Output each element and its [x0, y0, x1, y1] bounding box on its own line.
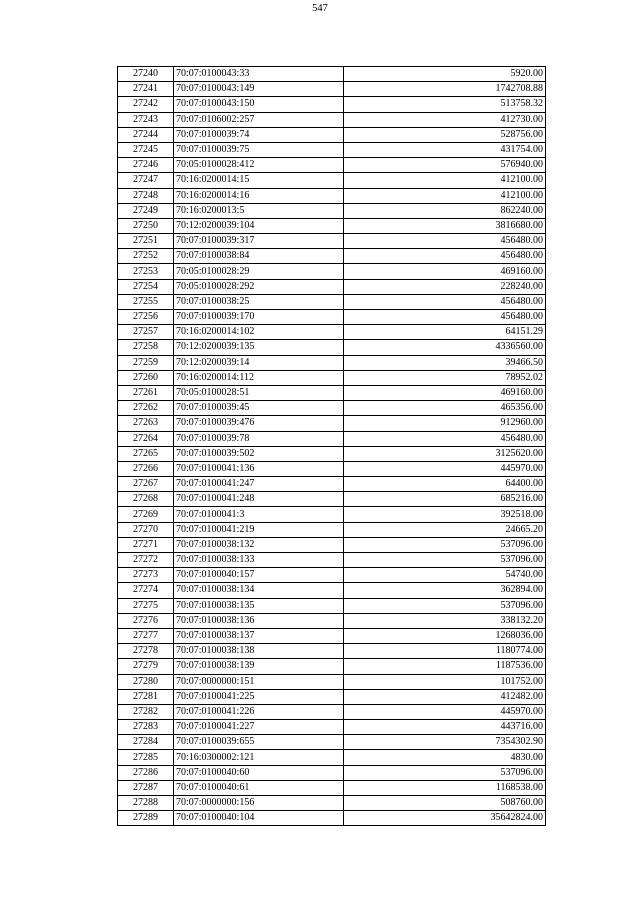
- value-cell: 445970.00: [344, 704, 546, 719]
- table-row: [118, 568, 546, 583]
- value-cell: 78952.02: [344, 370, 546, 385]
- value-cell: 465356.00: [344, 401, 546, 416]
- table-row: [118, 537, 546, 552]
- value-cell: 443716.00: [344, 720, 546, 735]
- value-cell: 412730.00: [344, 112, 546, 127]
- cadastral-number-cell: 70:16:0200014:16: [174, 188, 344, 203]
- page-number: 547: [312, 3, 328, 14]
- value-cell: 54740.00: [344, 568, 546, 583]
- table-row: [118, 249, 546, 264]
- cadastral-number-cell: 70:07:0100039:655: [174, 735, 344, 750]
- row-number-cell: 27282: [118, 704, 174, 719]
- row-number-cell: 27261: [118, 385, 174, 400]
- table-row: [118, 370, 546, 385]
- cadastral-number-cell: 70:07:0100041:3: [174, 507, 344, 522]
- cadastral-value-table: [117, 66, 546, 826]
- row-number-cell: 27240: [118, 67, 174, 82]
- value-cell: 528756.00: [344, 127, 546, 142]
- table-body: [118, 67, 546, 826]
- table-row: [118, 67, 546, 82]
- row-number-cell: 27287: [118, 780, 174, 795]
- table-row: [118, 674, 546, 689]
- row-number-cell: 27246: [118, 158, 174, 173]
- cadastral-number-cell: 70:07:0100040:61: [174, 780, 344, 795]
- cadastral-number-cell: 70:07:0100039:476: [174, 416, 344, 431]
- value-cell: 456480.00: [344, 431, 546, 446]
- row-number-cell: 27245: [118, 142, 174, 157]
- value-cell: 456480.00: [344, 234, 546, 249]
- cadastral-number-cell: 70:07:0100039:78: [174, 431, 344, 446]
- row-number-cell: 27271: [118, 537, 174, 552]
- value-cell: 392518.00: [344, 507, 546, 522]
- table-row: [118, 294, 546, 309]
- value-cell: 7354302.90: [344, 735, 546, 750]
- row-number-cell: 27241: [118, 82, 174, 97]
- table-row: [118, 644, 546, 659]
- table-row: [118, 340, 546, 355]
- value-cell: 101752.00: [344, 674, 546, 689]
- cadastral-number-cell: 70:07:0100041:136: [174, 461, 344, 476]
- cadastral-number-cell: 70:07:0000000:156: [174, 796, 344, 811]
- row-number-cell: 27268: [118, 492, 174, 507]
- row-number-cell: 27279: [118, 659, 174, 674]
- cadastral-number-cell: 70:07:0100043:150: [174, 97, 344, 112]
- table-row: [118, 659, 546, 674]
- cadastral-number-cell: 70:16:0300002:121: [174, 750, 344, 765]
- cadastral-number-cell: 70:07:0100038:132: [174, 537, 344, 552]
- value-cell: 412100.00: [344, 173, 546, 188]
- cadastral-number-cell: 70:07:0100038:139: [174, 659, 344, 674]
- table-row: [118, 431, 546, 446]
- row-number-cell: 27276: [118, 613, 174, 628]
- table-row: [118, 355, 546, 370]
- cadastral-number-cell: 70:05:0100028:412: [174, 158, 344, 173]
- row-number-cell: 27275: [118, 598, 174, 613]
- cadastral-number-cell: 70:05:0100028:51: [174, 385, 344, 400]
- cadastral-number-cell: 70:07:0100043:33: [174, 67, 344, 82]
- value-cell: 576940.00: [344, 158, 546, 173]
- row-number-cell: 27260: [118, 370, 174, 385]
- row-number-cell: 27266: [118, 461, 174, 476]
- value-cell: 35642824.00: [344, 811, 546, 826]
- cadastral-number-cell: 70:07:0100040:60: [174, 765, 344, 780]
- cadastral-number-cell: 70:07:0100038:137: [174, 628, 344, 643]
- cadastral-number-cell: 70:07:0100038:84: [174, 249, 344, 264]
- table-row: [118, 446, 546, 461]
- cadastral-number-cell: 70:07:0100039:317: [174, 234, 344, 249]
- value-cell: 1180774.00: [344, 644, 546, 659]
- row-number-cell: 27259: [118, 355, 174, 370]
- row-number-cell: 27247: [118, 173, 174, 188]
- table-row: [118, 598, 546, 613]
- cadastral-number-cell: 70:07:0100041:248: [174, 492, 344, 507]
- value-cell: 456480.00: [344, 294, 546, 309]
- cadastral-number-cell: 70:05:0100028:292: [174, 279, 344, 294]
- table-row: [118, 203, 546, 218]
- row-number-cell: 27278: [118, 644, 174, 659]
- cadastral-number-cell: 70:07:0100041:247: [174, 477, 344, 492]
- row-number-cell: 27242: [118, 97, 174, 112]
- table-row: [118, 97, 546, 112]
- cadastral-number-cell: 70:16:0200013:5: [174, 203, 344, 218]
- table-row: [118, 492, 546, 507]
- row-number-cell: 27251: [118, 234, 174, 249]
- row-number-cell: 27263: [118, 416, 174, 431]
- cadastral-number-cell: 70:07:0100038:136: [174, 613, 344, 628]
- row-number-cell: 27255: [118, 294, 174, 309]
- table-row: [118, 279, 546, 294]
- cadastral-number-cell: 70:05:0100028:29: [174, 264, 344, 279]
- value-cell: 1168538.00: [344, 780, 546, 795]
- cadastral-number-cell: 70:07:0100039:170: [174, 310, 344, 325]
- table-row: [118, 796, 546, 811]
- cadastral-number-cell: 70:12:0200039:14: [174, 355, 344, 370]
- row-number-cell: 27258: [118, 340, 174, 355]
- cadastral-number-cell: 70:07:0100040:104: [174, 811, 344, 826]
- cadastral-number-cell: 70:12:0200039:104: [174, 218, 344, 233]
- value-cell: 537096.00: [344, 765, 546, 780]
- row-number-cell: 27281: [118, 689, 174, 704]
- value-cell: 537096.00: [344, 598, 546, 613]
- value-cell: 862240.00: [344, 203, 546, 218]
- value-cell: 685216.00: [344, 492, 546, 507]
- table-row: [118, 401, 546, 416]
- row-number-cell: 27269: [118, 507, 174, 522]
- value-cell: 3125620.00: [344, 446, 546, 461]
- table-row: [118, 628, 546, 643]
- value-cell: 412482.00: [344, 689, 546, 704]
- row-number-cell: 27274: [118, 583, 174, 598]
- table-row: [118, 522, 546, 537]
- value-cell: 362894.00: [344, 583, 546, 598]
- table-row: [118, 218, 546, 233]
- table-row: [118, 264, 546, 279]
- cadastral-number-cell: 70:07:0100041:227: [174, 720, 344, 735]
- value-cell: 469160.00: [344, 385, 546, 400]
- row-number-cell: 27262: [118, 401, 174, 416]
- row-number-cell: 27273: [118, 568, 174, 583]
- value-cell: 469160.00: [344, 264, 546, 279]
- cadastral-number-cell: 70:07:0100039:45: [174, 401, 344, 416]
- value-cell: 537096.00: [344, 537, 546, 552]
- cadastral-number-cell: 70:07:0000000:151: [174, 674, 344, 689]
- table-row: [118, 234, 546, 249]
- table-row: [118, 112, 546, 127]
- row-number-cell: 27264: [118, 431, 174, 446]
- value-cell: 456480.00: [344, 310, 546, 325]
- table-row: [118, 173, 546, 188]
- table-row: [118, 613, 546, 628]
- cadastral-number-cell: 70:07:0100041:226: [174, 704, 344, 719]
- row-number-cell: 27285: [118, 750, 174, 765]
- row-number-cell: 27244: [118, 127, 174, 142]
- row-number-cell: 27256: [118, 310, 174, 325]
- cadastral-number-cell: 70:16:0200014:112: [174, 370, 344, 385]
- value-cell: 338132.20: [344, 613, 546, 628]
- value-cell: 4336560.00: [344, 340, 546, 355]
- value-cell: 912960.00: [344, 416, 546, 431]
- cadastral-number-cell: 70:07:0100041:219: [174, 522, 344, 537]
- row-number-cell: 27267: [118, 477, 174, 492]
- cadastral-number-cell: 70:07:0100039:502: [174, 446, 344, 461]
- row-number-cell: 27257: [118, 325, 174, 340]
- cadastral-number-cell: 70:16:0200014:102: [174, 325, 344, 340]
- table-row: [118, 780, 546, 795]
- row-number-cell: 27252: [118, 249, 174, 264]
- row-number-cell: 27270: [118, 522, 174, 537]
- row-number-cell: 27283: [118, 720, 174, 735]
- value-cell: 64400.00: [344, 477, 546, 492]
- value-cell: 508760.00: [344, 796, 546, 811]
- table-row: [118, 385, 546, 400]
- cadastral-number-cell: 70:07:0100040:157: [174, 568, 344, 583]
- table-row: [118, 811, 546, 826]
- table-row: [118, 461, 546, 476]
- row-number-cell: 27289: [118, 811, 174, 826]
- value-cell: 1268036.00: [344, 628, 546, 643]
- value-cell: 4830.00: [344, 750, 546, 765]
- value-cell: 24665.20: [344, 522, 546, 537]
- cadastral-number-cell: 70:07:0100041:225: [174, 689, 344, 704]
- cadastral-number-cell: 70:07:0100039:74: [174, 127, 344, 142]
- table-row: [118, 416, 546, 431]
- table-row: [118, 720, 546, 735]
- row-number-cell: 27249: [118, 203, 174, 218]
- row-number-cell: 27284: [118, 735, 174, 750]
- cadastral-number-cell: 70:07:0106002:257: [174, 112, 344, 127]
- table-row: [118, 704, 546, 719]
- row-number-cell: 27277: [118, 628, 174, 643]
- value-cell: 39466.50: [344, 355, 546, 370]
- row-number-cell: 27248: [118, 188, 174, 203]
- value-cell: 1742708.88: [344, 82, 546, 97]
- row-number-cell: 27254: [118, 279, 174, 294]
- table-row: [118, 689, 546, 704]
- value-cell: 412100.00: [344, 188, 546, 203]
- value-cell: 513758.32: [344, 97, 546, 112]
- table-row: [118, 735, 546, 750]
- cadastral-number-cell: 70:16:0200014:15: [174, 173, 344, 188]
- row-number-cell: 27280: [118, 674, 174, 689]
- row-number-cell: 27286: [118, 765, 174, 780]
- cadastral-number-cell: 70:07:0100038:134: [174, 583, 344, 598]
- cadastral-number-cell: 70:07:0100038:135: [174, 598, 344, 613]
- cadastral-number-cell: 70:07:0100039:75: [174, 142, 344, 157]
- table-row: [118, 750, 546, 765]
- table-row: [118, 188, 546, 203]
- row-number-cell: 27288: [118, 796, 174, 811]
- table-row: [118, 310, 546, 325]
- value-cell: 64151.29: [344, 325, 546, 340]
- table-row: [118, 765, 546, 780]
- value-cell: 5920.00: [344, 67, 546, 82]
- table-row: [118, 477, 546, 492]
- table-row: [118, 142, 546, 157]
- row-number-cell: 27250: [118, 218, 174, 233]
- value-cell: 228240.00: [344, 279, 546, 294]
- table-row: [118, 127, 546, 142]
- value-cell: 537096.00: [344, 553, 546, 568]
- value-cell: 431754.00: [344, 142, 546, 157]
- cadastral-number-cell: 70:07:0100038:133: [174, 553, 344, 568]
- table-row: [118, 82, 546, 97]
- value-cell: 456480.00: [344, 249, 546, 264]
- row-number-cell: 27265: [118, 446, 174, 461]
- value-cell: 445970.00: [344, 461, 546, 476]
- row-number-cell: 27253: [118, 264, 174, 279]
- row-number-cell: 27243: [118, 112, 174, 127]
- table-row: [118, 158, 546, 173]
- row-number-cell: 27272: [118, 553, 174, 568]
- cadastral-number-cell: 70:07:0100038:25: [174, 294, 344, 309]
- table-row: [118, 507, 546, 522]
- cadastral-number-cell: 70:07:0100038:138: [174, 644, 344, 659]
- cadastral-number-cell: 70:12:0200039:135: [174, 340, 344, 355]
- table-row: [118, 553, 546, 568]
- value-cell: 3816680.00: [344, 218, 546, 233]
- cadastral-number-cell: 70:07:0100043:149: [174, 82, 344, 97]
- table-row: [118, 583, 546, 598]
- value-cell: 1187536.00: [344, 659, 546, 674]
- table-row: [118, 325, 546, 340]
